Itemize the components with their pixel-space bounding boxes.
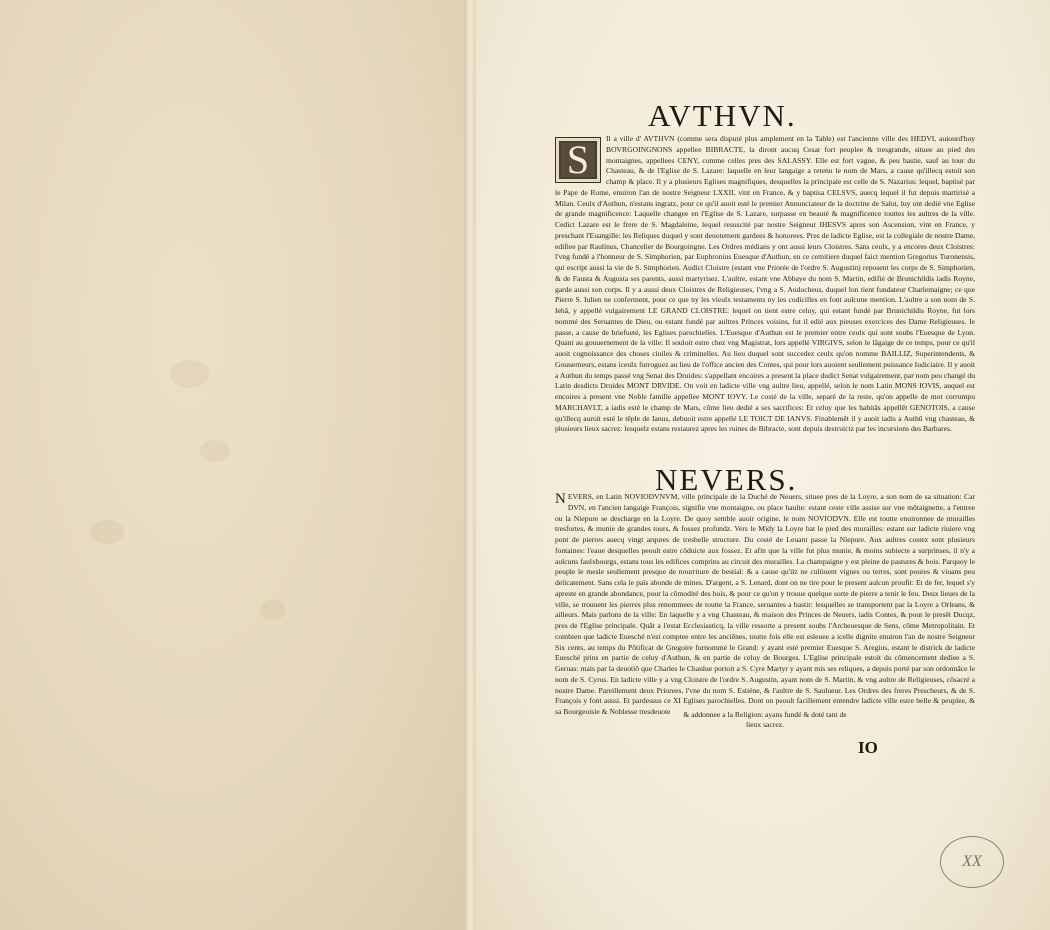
closing-line-2: lieux sacrez. (746, 720, 784, 729)
page-gutter (464, 0, 476, 930)
autun-text (555, 134, 975, 486)
page-number: IO (858, 738, 878, 757)
autun-drop-cap: S (555, 137, 601, 183)
autun-heading: AVTHVN. (648, 98, 797, 133)
left-page-verso (0, 0, 468, 930)
nevers-closing (600, 710, 930, 730)
foxing-stain (170, 360, 210, 388)
foxing-stain (90, 520, 124, 544)
closing-line-1: & addonnee a la Religion: ayans fundé & doté tant de (683, 710, 847, 719)
autun-body: Il a ville d' AVTHVN (comme sera disputé plus amplement en la Table) est l'ancienne ville des HEDVI, auiourd'huy BOVRGOINGNONS appellee BIBRACTE, la diront aucuq Cesar fort peuplee & tresgrande, situee au pied des montaignes, appellees CENY, comme celles pres des SALASSY. Elle est fort vague, & peu bastie, sauf au tour du Chasteau, & de l'Eglise de S. Lazare: laquelle en leur langaige a retenu le nom de Mars, a cause qu'illecq estoit son champ & place. Il y a plusieurs Eglises magnifiques, desquelles la principale est celle de S. Nazarius: lequel, baptisé par le Pape de Rome, enuiron l'an de nostre Seigneur LXXII, vint en France, & y baptisa CELSVS, auecq lequel il fut depuis martirisé a Milan. Ceulx d'Authun, n'estans ingratz, pour ce qu'il auoit esté le premier Annunciateur de la doctrine de Salut, luy ont dedié vne Eglise de grande magnificence: Laquelle changee en l'Eglise de S. Lazare, surpasse en beauté & magnificence touttes les aultres de la ville. Cedict Lazare est le frere de S. Magdaleine, lequel resuscité par nostre Seigneur IHESVS apres son Ascension, vint en France, y preschant l'Euangille: les Reliques duquel y sont deuotement gardees & honorees. Pres de ladicte Eglise, est la collegiale de nostre Dame, edifiee par Raulinus, Chancelier de Bourgoingne. Les Ordres médians y ont aussi leurs Cloistres. Sans ceulx, y a encores deux Cloistres: l'vng fundé a l'honneur de S. Simphorien, par Euphronius Euesque d'Authun, en ce cemitiere duquel faict mention Gregorius Turonensis, qui escript aussi la vie de S. Simphorien. Audict Cloistre (estant vne Priorée de l'ordre S. Augustin) reposent les corps de S. Simphorien, & de Fausta & Augusta ses parents, aussi martyrisez. L'aultre, estant vne Abbaye du nom S. Martin, edifié de Brunichildis iadis Royne, garde aussi son corps. Il y a aussi deux Cloistres de Religieuses, l'vng a S. Audocheus, duquel lon tient fundateur Charlemaigne; ce que Pierre S. Iulien ne conferment, pour ce que ny les vieulx testaments ny les codicilles en font aulcune mention. L'aultre a son nom de S. Iehã, y appellé vulgairement LE GRAND CLOISTRE: lequel on tient estre celuy, qui estant fundé par Brunichildis Royne, fut lors nommé des Seruantes de Dieu, ou estant fundé par aultres Princes voisins, fut il edié aux pieuses exercices des Dame Religieuses. Ie passe, a cause de briefueté, les Eglises parochielles. L'Euesque d'Authun est le premier entre ceulx qui sont soubs l'Euesque de Lyon. Quant au gouuernement de la ville: Il souloit estre chez vng Magistrat, lors appellé VIRGIVS, selon le lãgaige de ce temps, pour ce qu'il auoit cognoissance des choses ciuiles & criminelles. Au lieu duquel sont succedez ceulx qu'on nomme BAILLIZ, Superintendents, & Gouuerneurs, estans iceulx furroguez au lieu de l'office ancien des Contes, qui pour lors auoient seullement puissance Iudiciaire. Il y auoit a Authun du temps passé vng Senat des Druides: s'appellant encoires a present la place dudict Senat vulgairement, par nom peu changé du Latin desdicts Druides MONT DRVIDE. On voit en ladicte ville vng aultre lieu, appellé, selon le nom Latin MONS IOVIS, auquel est encoires a present vne Noble famille appellee MONT IOVY. Le costé de la ville, separé de la reste, qu'on appelle de mot corrumpu MARCHAVLT, a iadis esté le champ de Mars, côme lieu dedié a ses sacrifices: Et celuy que les habitãs appellẽt GENOTOIS, a cause qu'illecq auroit esté le têple de Ianus, debuoit estre appellé LE TOICT DE IANVS. Finablemẽt il y auoit iadis a Authũ vng chasteau, & plusieurs lieux sacrez: lesquelz estans restaurez apres les ruines de Bibracte, sont depuis destruictz par les incursions des Barbares. (555, 134, 975, 434)
collector-stamp: XX (940, 836, 1004, 888)
foxing-stain (200, 440, 230, 462)
nevers-body: EVERS, en Latin NOVIODVNVM, ville principale de la Duché de Neuers, situee pres de la Loyre, a son nom de sa situation: Car DVN, en l'ancien langaige François, signifie vne montaigne, ou place haulte: estant ceste ville assise sur vne môtaignette, a l'entree ou la Niepure se descharge en la Loyre. De quoy semble auoir origine, le nom NOVIODVN. Elle est toutte enuironnee de murailles tresfortes, & munie de grandes tours, & fossez profundz. Vers le Midy la Loyre bat le pied des murailles: estant sur ladicte riuiere vng pont de pierres auecq vingt arqures de tresbelle structure. Du costé de Leuant passe la Niepure. Aux aultres costez sont plusieurs fontaines: l'eaue desquelles peoult estre côduicte aux fossez. Et afin que la ville fut plus munie, & moins subiecte a surprinses, il n'y a aulcuns faulxbourgs, estans tous les edifices comprins au circuit des murailles. La champaigne y est pleine de pastures & bois. Parquoy le peuple le mesle seullement presque de nourriture de bestial: & a cause qu'ilz ne cultiuent vignes ou terres, sont poures & viuans peu delicatement. Sans cela le païs abonde de mines. D'argent, a S. Lenard, dont on ne tire pour le present aulcun proufit: Et de fer, lequel s'y apreste en grande abondance, pour la cômodité des bois, & pour ce qu'on y trouue quelque sorte de pierre a tenir le feu. Deux lieues de la ville, se trouuent les pierres plus renommees de toutte la France, seruantes a bastir: lesquelles se transportent par la Loyre a Orleans, & ailleurs. Mais parlons de la ville: En laquelle y a vng Chasteau, & maison des Princes de Neuers, iadis Contes, & pour le presẽt Ducqz, pres de l'Eglise principale. Quât a l'estat Ecclesiasticq, la ville ressorte a present soubs l'Archeuesque de Sens, côme Metropolitain. Et combien que ladicte Euesché n'est comptee entre les anciẽnes, toutte fois elle est esleuee a icelle dignite enuiron l'an de nostre Seigneur Six cents, au temps du Pôtificat de Gregoire furnommé le Grand: y ayant esté premier Euesque S. Aregius, estant le districk de ladicte Euesché prins en partie de celuy d'Authun, & en partie de celuy de Bourges. L'Eglise principale estoit du cômencement dediee a S. Geruas: mais par la deuotiõ que Charles le Chaulue portoit a S. Cyre Martyr y ayant mis ses reliques, a depuis porté par son ordonnãce le nom de S. Cyrus. En ladicte ville y a vng Cloistre de l'ordre S. Augustin, ayant nom de S. Martin, & vng aultre de Religieuses, côsacré a nostre Dame. Pareillement deux Priorees, l'vne du nom S. Estiéne, & l'aultre de S. Saulueur. Les Ordres des freres Prescheurs, & de S. François y font aussi. Et pardessus ce XI Eglises parochielles. Dont on peoult facillement entendre ladicte ville estre belle & peuplee, & sa Bourgeoisie & Noblesse tresdeuote (555, 492, 975, 716)
foxing-stain (260, 600, 286, 620)
nevers-initial: N (555, 491, 566, 507)
nevers-heading: NEVERS. (655, 462, 798, 497)
